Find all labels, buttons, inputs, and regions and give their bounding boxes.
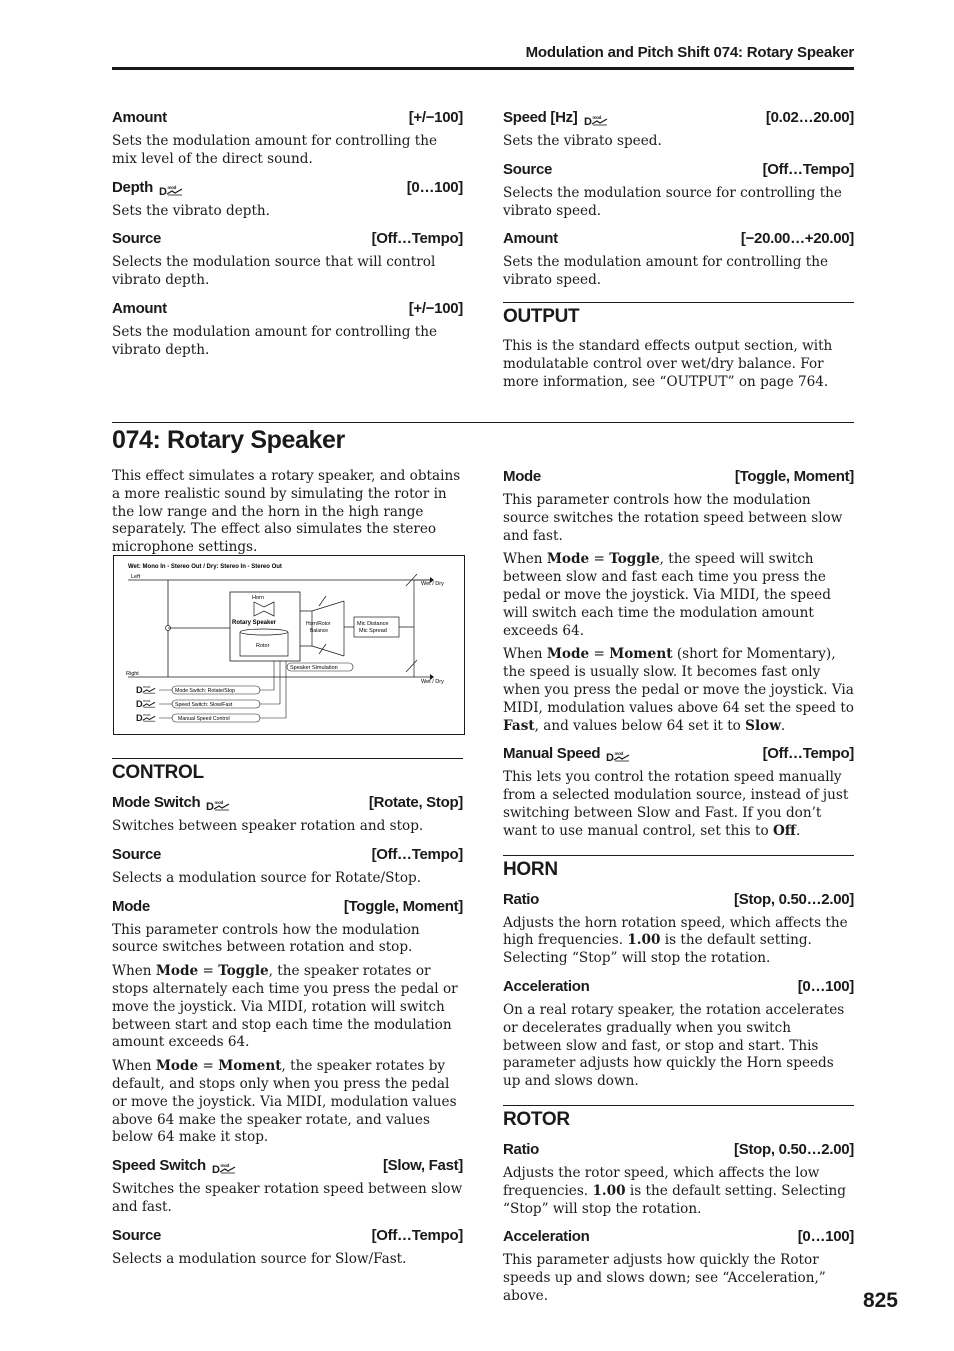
header-title: Modulation and Pitch Shift 074: Rotary Speaker: [525, 44, 854, 61]
param-desc: Adjusts the horn rotation speed, which affects the high frequencies. 1.00 is the default setting. Selecting “Stop” will stop the rotation.: [503, 914, 848, 967]
param-desc: Switches the speaker rotation speed between slow and fast.: [112, 1181, 463, 1215]
param-range: [0.02…20.00]: [765, 109, 854, 126]
param-range: [−20.00…+20.00]: [740, 230, 854, 248]
header-rule: [112, 67, 854, 70]
param-desc: Selects a modulation source for Rotate/Stop.: [112, 869, 422, 886]
param-range: [+/−100]: [408, 299, 463, 317]
param-mode-rotate: [112, 898, 463, 1148]
moment-paragraph: When Mode = Moment, the speaker rotates by default, and stops only when you press the pedal or move the joystick. Via MIDI, modulation values above 64 make the speaker rotate, and values below 64 make it stop.: [112, 1058, 457, 1146]
dmod-icon: [136, 713, 155, 723]
param-range: [0…100]: [406, 178, 463, 196]
param-name: Mode Switch: [112, 794, 201, 811]
label-switch-mode: Mode Switch: Rotate/Stop: [175, 688, 235, 694]
param-range: [Stop, 0.50…2.00]: [734, 1140, 854, 1158]
dmod-icon: [212, 1162, 236, 1174]
param-name: Ratio: [503, 1140, 540, 1158]
toggle-paragraph: When Mode = Toggle, the speaker rotates or stops alternately each time you press the pedal or move the joystick. Via MIDI, rotation will switch between start and stop each time the modulation amount exceeds 64.: [112, 963, 458, 1051]
param-desc: This parameter adjusts how quickly the Rotor speeds up and slows down; see “Acceleration,” above.: [503, 1252, 826, 1304]
label-horn: Horn: [252, 595, 264, 601]
label-mic-2: Mic Spread: [359, 628, 387, 634]
param-range: [Off…Tempo]: [762, 160, 854, 178]
param-range: [Toggle, Moment]: [734, 468, 854, 485]
param-desc: This parameter controls how the modulation source switches the rotation speed between slow and fast.: [503, 492, 843, 544]
param-rotor-ratio: [503, 1141, 854, 1218]
top-right-column: [503, 109, 854, 397]
param-name: Speed Switch: [112, 1157, 206, 1175]
param-name: Source: [112, 230, 162, 248]
title-rule: [112, 422, 854, 423]
param-name: Acceleration: [503, 977, 590, 995]
section-title-output: OUTPUT: [503, 305, 580, 327]
label-rotary-speaker: Rotary Speaker: [232, 620, 277, 626]
param-desc: This lets you control the rotation speed manually from a selected modulation source, instead of just switching between Slow and Fast. If you don’t want to use manual control, set this to Off.: [503, 769, 849, 839]
param-rotor-acceleration: [503, 1228, 854, 1305]
param-desc: Adjusts the rotor speed, which affects the low frequencies. 1.00 is the default setting. Selecting “Stop” will stop the rotation.: [503, 1164, 846, 1217]
label-manual-speed: Manual Speed Control: [178, 716, 230, 722]
label-left: Left: [131, 574, 141, 580]
page-number: 825: [862, 1289, 898, 1312]
section-title-control: CONTROL: [112, 762, 204, 783]
label-switch-speed: Speed Switch: Slow/Fast: [175, 702, 233, 708]
param-amount-speed: [503, 230, 854, 290]
section-rule: [503, 855, 854, 856]
param-range: [0…100]: [797, 977, 854, 995]
label-balance-1: Horn/Rotor: [306, 621, 331, 627]
param-name: Source: [112, 1226, 162, 1244]
param-range: [Off…Tempo]: [762, 745, 854, 763]
dmod-icon: [584, 114, 608, 126]
section-rule: [112, 758, 463, 759]
param-name: Speed [Hz]: [503, 109, 578, 126]
param-range: [0…100]: [797, 1228, 854, 1246]
param-source-speed: [503, 161, 854, 221]
control-section: [112, 758, 463, 1279]
param-source-slowfast: [112, 1227, 463, 1269]
param-speed-switch: [112, 1157, 463, 1217]
page-header: [112, 44, 854, 70]
param-horn-ratio: [503, 891, 854, 968]
output-desc: This is the standard effects output section, with modulatable control over wet/dry balance. For more information, see “OUTPUT” on page 764.: [503, 337, 833, 390]
page-title: 074: Rotary Speaker: [112, 426, 345, 454]
param-name: Depth: [112, 178, 153, 196]
dmod-icon: [159, 184, 183, 196]
param-range: [Stop, 0.50…2.00]: [734, 890, 854, 908]
param-range: [Off…Tempo]: [371, 1226, 463, 1244]
param-name: Amount: [112, 109, 167, 126]
label-speaker-sim: Speaker Simulation: [290, 665, 338, 671]
section-rule: [503, 302, 854, 303]
param-name: Mode: [503, 468, 541, 485]
toggle-paragraph: When Mode = Toggle, the speed will switch between slow and fast each time you press the pedal or move the joystick. Via MIDI, the speed will switch each time the modulation amount exceeds 64.: [503, 551, 831, 639]
label-right: Right: [126, 671, 139, 677]
param-name: Amount: [503, 230, 558, 248]
param-name: Source: [503, 160, 553, 178]
param-desc: Sets the modulation amount for controlling the vibrato depth.: [112, 323, 438, 358]
param-desc: Sets the modulation amount for controlling the vibrato speed.: [503, 254, 829, 289]
param-desc: Sets the vibrato speed.: [503, 133, 662, 149]
param-name: Acceleration: [503, 1228, 590, 1246]
section-title-horn: HORN: [503, 858, 558, 880]
param-desc: Sets the modulation amount for controlling the mix level of the direct sound.: [112, 133, 438, 167]
param-range: [Rotate, Stop]: [368, 794, 463, 811]
top-left-column: [112, 109, 463, 370]
diagram-caption: Wet: Mono In - Stereo Out / Dry: Stereo In - Stereo Out: [128, 564, 282, 570]
param-amount-depth: [112, 300, 463, 360]
param-amount-mix: [112, 109, 463, 169]
param-range: [Slow, Fast]: [382, 1157, 463, 1175]
param-source-rotate: [112, 846, 463, 888]
label-wet-dry-top: Wet / Dry: [421, 581, 444, 587]
label-wet-dry-bottom: Wet / Dry: [421, 679, 444, 685]
param-range: [Toggle, Moment]: [343, 897, 463, 915]
dmod-icon: [136, 699, 155, 709]
param-mode-speed: [503, 468, 854, 735]
section-title-rotor: ROTOR: [503, 1108, 570, 1130]
param-desc: On a real rotary speaker, the rotation accelerates or decelerates gradually when you switch between slow and fast, or stop and start. This parameter adjusts how quickly the Horn speeds up and slows down.: [503, 1001, 845, 1090]
param-name: Manual Speed: [503, 745, 601, 763]
param-desc: Selects the modulation source for controlling the vibrato speed.: [503, 184, 842, 219]
intro-text: This effect simulates a rotary speaker, and obtains a more realistic sound by simulating the rotor in the low range and the horn in the high range separately. The effect also simulates the stereo microphone settings.: [112, 468, 461, 556]
param-source-depth: [112, 230, 463, 290]
param-name: Source: [112, 845, 162, 863]
right-lower-column: [503, 468, 854, 1316]
moment-paragraph: When Mode = Moment (short for Momentary), the speed is usually slow. It becomes fast only when you press the pedal or move the joystick. Via MIDI, modulation values above 64 set the speed to Fast, and values below 64 set it to Slow.: [503, 646, 854, 734]
param-manual-speed: [503, 745, 854, 840]
param-range: [+/−100]: [408, 109, 463, 126]
param-desc: Selects a modulation source for Slow/Fast.: [112, 1250, 407, 1267]
block-diagram: [113, 555, 465, 735]
label-balance-2: Balance: [310, 628, 329, 634]
param-range: [Off…Tempo]: [371, 845, 463, 863]
param-desc: This parameter controls how the modulation source switches between rotation and stop.: [112, 921, 420, 956]
intro-block: [112, 468, 463, 563]
param-range: [Off…Tempo]: [371, 230, 463, 248]
param-horn-acceleration: [503, 978, 854, 1091]
dmod-icon: [206, 799, 230, 811]
param-mode-switch: [112, 794, 463, 836]
param-name: Ratio: [503, 890, 540, 908]
param-desc: Switches between speaker rotation and stop.: [112, 818, 424, 834]
dmod-icon: [136, 685, 155, 695]
label-mic-1: Mic Distance: [357, 621, 389, 627]
section-rule: [503, 1105, 854, 1106]
param-desc: Sets the vibrato depth.: [112, 202, 270, 219]
param-name: Mode: [112, 897, 150, 915]
param-name: Amount: [112, 299, 167, 317]
param-speed: [503, 109, 854, 151]
param-depth: [112, 179, 463, 221]
param-desc: Selects the modulation source that will control vibrato depth.: [112, 254, 436, 289]
label-rotor: Rotor: [256, 643, 270, 649]
dmod-icon: [606, 750, 630, 762]
